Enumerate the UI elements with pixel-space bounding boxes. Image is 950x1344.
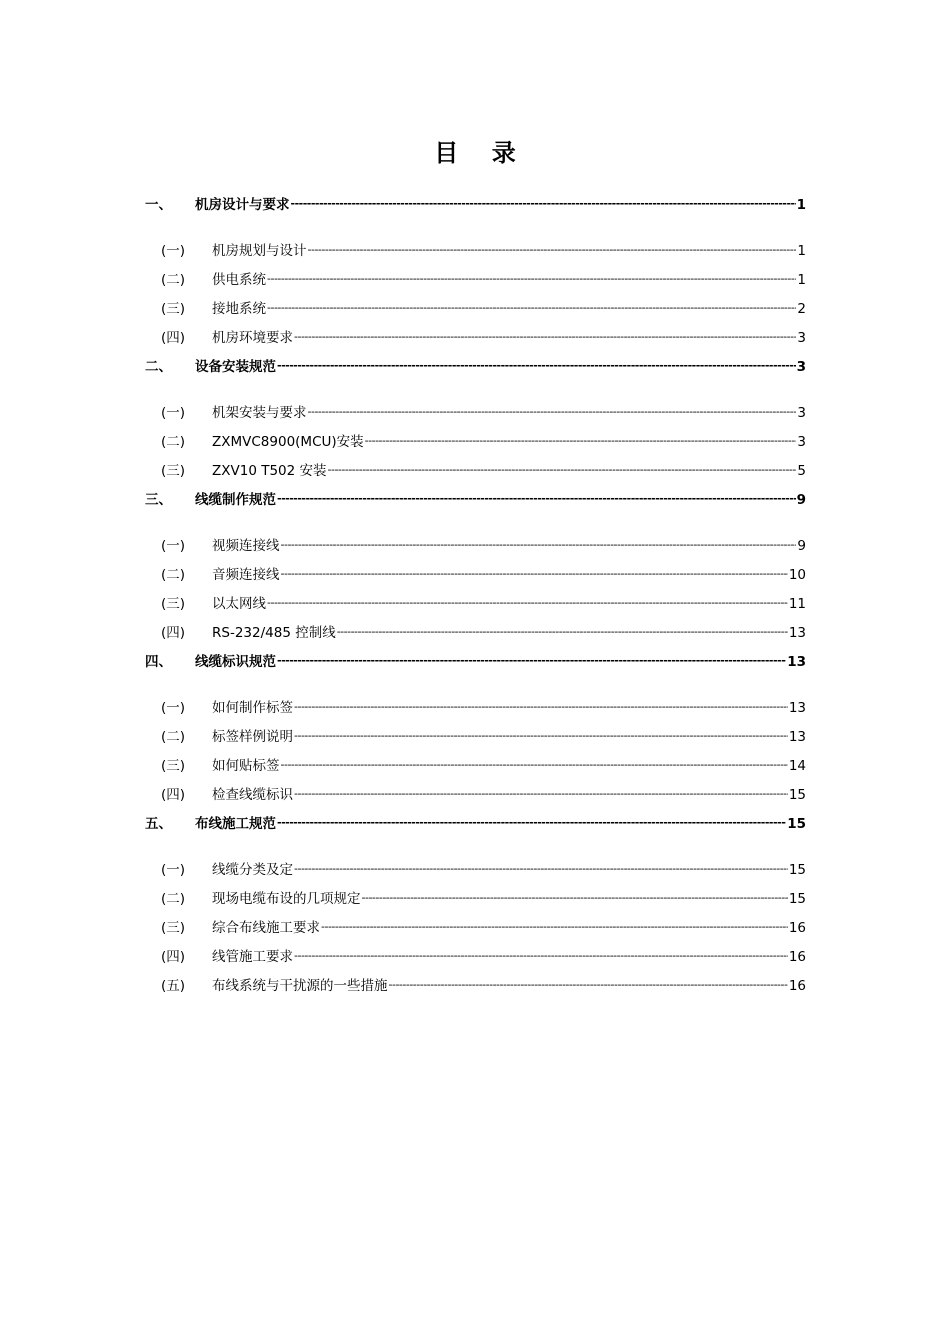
toc-entry-page-number: 15 <box>788 787 806 803</box>
toc-entry-label: 线缆标识规范 <box>195 654 276 670</box>
toc-entry-label: 设备安装规范 <box>195 359 276 375</box>
toc-section-entry[interactable] <box>145 593 806 615</box>
toc-dot-leader <box>389 976 788 994</box>
toc-entry-label: 布线系统与干扰源的一些措施 <box>212 978 388 994</box>
toc-dot-leader <box>294 727 788 745</box>
toc-entry-page-number: 14 <box>788 758 806 774</box>
toc-section-entry[interactable] <box>145 888 806 910</box>
toc-section-entry[interactable] <box>145 946 806 968</box>
toc-entry-label: 供电系统 <box>212 272 266 288</box>
toc-dot-leader <box>365 432 797 450</box>
toc-entry-page-number: 3 <box>797 405 806 421</box>
toc-entry-number: 一、 <box>145 197 172 213</box>
toc-entry-label: 布线施工规范 <box>195 816 276 832</box>
toc-entry-label: 机房设计与要求 <box>195 197 290 213</box>
toc-entry-page-number: 13 <box>788 700 806 716</box>
toc-entry-number: (一) <box>161 243 186 259</box>
toc-section-entry[interactable] <box>145 917 806 939</box>
toc-entry-number: (三) <box>161 920 186 936</box>
toc-chapter-entry[interactable] <box>145 813 806 835</box>
toc-section-entry[interactable] <box>145 431 806 453</box>
toc-entry-page-number: 16 <box>788 949 806 965</box>
toc-entry-number: 三、 <box>145 492 172 508</box>
toc-entry-page-number: 3 <box>797 330 806 346</box>
toc-section-entry[interactable] <box>145 784 806 806</box>
toc-entry-page-number: 1 <box>797 243 806 259</box>
toc-entry-label: ZXV10 T502 安装 <box>212 463 327 479</box>
toc-dot-leader <box>267 299 796 317</box>
toc-entry-label: 机房规划与设计 <box>212 243 307 259</box>
toc-entry-number: (三) <box>161 463 186 479</box>
toc-entry-number: (一) <box>161 538 186 554</box>
toc-dot-leader <box>267 270 796 288</box>
toc-entry-number: (四) <box>161 625 186 641</box>
toc-entry-page-number: 10 <box>788 567 806 583</box>
toc-dot-leader <box>308 241 797 259</box>
toc-entry-page-number: 3 <box>797 434 806 450</box>
toc-entry-page-number: 15 <box>788 891 806 907</box>
toc-entry-page-number: 16 <box>788 978 806 994</box>
toc-chapter-entry[interactable] <box>145 194 806 216</box>
toc-entry-number: (一) <box>161 862 186 878</box>
toc-entry-number: (四) <box>161 949 186 965</box>
toc-entry-number: (二) <box>161 434 186 450</box>
toc-entry-page-number: 9 <box>797 538 806 554</box>
toc-dot-leader <box>277 490 796 508</box>
toc-section-entry[interactable] <box>145 697 806 719</box>
toc-entry-page-number: 13 <box>788 729 806 745</box>
toc-dot-leader <box>294 698 788 716</box>
toc-entry-page-number: 11 <box>788 596 806 612</box>
toc-entry-number: 五、 <box>145 816 172 832</box>
toc-entry-label: 机房环境要求 <box>212 330 293 346</box>
toc-section-entry[interactable] <box>145 755 806 777</box>
toc-dot-leader <box>267 594 788 612</box>
toc-entry-page-number: 2 <box>797 301 806 317</box>
toc-entry-number: (一) <box>161 405 186 421</box>
toc-dot-leader <box>277 357 796 375</box>
toc-entry-page-number: 13 <box>787 654 806 670</box>
toc-entry-number: (三) <box>161 596 186 612</box>
toc-entry-label: 检查线缆标识 <box>212 787 293 803</box>
toc-dot-leader <box>294 860 788 878</box>
toc-dot-leader <box>294 328 796 346</box>
toc-entry-label: 线缆制作规范 <box>195 492 276 508</box>
toc-section-entry[interactable] <box>145 726 806 748</box>
toc-entry-label: 综合布线施工要求 <box>212 920 320 936</box>
toc-entry-label: 如何制作标签 <box>212 700 293 716</box>
toc-entry-label: 如何贴标签 <box>212 758 280 774</box>
toc-chapter-entry[interactable] <box>145 489 806 511</box>
toc-section-entry[interactable] <box>145 460 806 482</box>
toc-chapter-entry[interactable] <box>145 356 806 378</box>
toc-entry-number: (一) <box>161 700 186 716</box>
toc-dot-leader <box>281 565 788 583</box>
toc-title: 目 录 <box>434 139 516 167</box>
toc-entry-number: (二) <box>161 567 186 583</box>
toc-entry-number: (四) <box>161 787 186 803</box>
toc-dot-leader <box>281 756 788 774</box>
toc-dot-leader <box>294 785 788 803</box>
toc-entry-page-number: 5 <box>797 463 806 479</box>
toc-section-entry[interactable] <box>145 535 806 557</box>
toc-dot-leader <box>291 195 796 213</box>
toc-section-entry[interactable] <box>145 298 806 320</box>
toc-entry-number: (三) <box>161 301 186 317</box>
toc-entry-label: 以太网线 <box>212 596 266 612</box>
toc-section-entry[interactable] <box>145 402 806 424</box>
toc-entry-page-number: 1 <box>797 272 806 288</box>
toc-dot-leader <box>321 918 788 936</box>
toc-entry-label: 视频连接线 <box>212 538 280 554</box>
toc-entry-page-number: 3 <box>796 359 806 375</box>
toc-entry-label: 线管施工要求 <box>212 949 293 965</box>
toc-entry-page-number: 9 <box>796 492 806 508</box>
toc-entry-page-number: 15 <box>788 862 806 878</box>
toc-chapter-entry[interactable] <box>145 651 806 673</box>
toc-entry-number: (二) <box>161 272 186 288</box>
toc-dot-leader <box>337 623 788 641</box>
toc-entry-label: RS-232/485 控制线 <box>212 625 336 641</box>
toc-entry-number: 四、 <box>145 654 172 670</box>
toc-entry-number: (二) <box>161 891 186 907</box>
toc-section-entry[interactable] <box>145 269 806 291</box>
toc-section-entry[interactable] <box>145 564 806 586</box>
toc-section-entry[interactable] <box>145 327 806 349</box>
toc-section-entry[interactable] <box>145 240 806 262</box>
toc-dot-leader <box>362 889 788 907</box>
toc-entry-number: (三) <box>161 758 186 774</box>
toc-entry-label: 线缆分类及定 <box>212 862 293 878</box>
toc-section-entry[interactable] <box>145 859 806 881</box>
toc-entry-page-number: 15 <box>787 816 806 832</box>
toc-entry-label: 音频连接线 <box>212 567 280 583</box>
toc-entry-number: (二) <box>161 729 186 745</box>
toc-entry-label: 接地系统 <box>212 301 266 317</box>
toc-entry-label: 标签样例说明 <box>212 729 293 745</box>
toc-entry-label: 现场电缆布设的几项规定 <box>212 891 361 907</box>
toc-entry-number: (四) <box>161 330 186 346</box>
toc-entry-number: 二、 <box>145 359 172 375</box>
toc-entry-number: (五) <box>161 978 186 994</box>
toc-dot-leader <box>308 403 797 421</box>
toc-entry-page-number: 16 <box>788 920 806 936</box>
toc-dot-leader <box>277 814 786 832</box>
toc-dot-leader <box>281 536 797 554</box>
toc-section-entry[interactable] <box>145 622 806 644</box>
toc-entry-label: ZXMVC8900(MCU)安装 <box>212 434 364 450</box>
toc-entry-page-number: 13 <box>788 625 806 641</box>
toc-dot-leader <box>277 652 786 670</box>
toc-section-entry[interactable] <box>145 975 806 997</box>
toc-entry-page-number: 1 <box>796 197 806 213</box>
toc-entry-label: 机架安装与要求 <box>212 405 307 421</box>
toc-dot-leader <box>328 461 797 479</box>
toc-dot-leader <box>294 947 788 965</box>
